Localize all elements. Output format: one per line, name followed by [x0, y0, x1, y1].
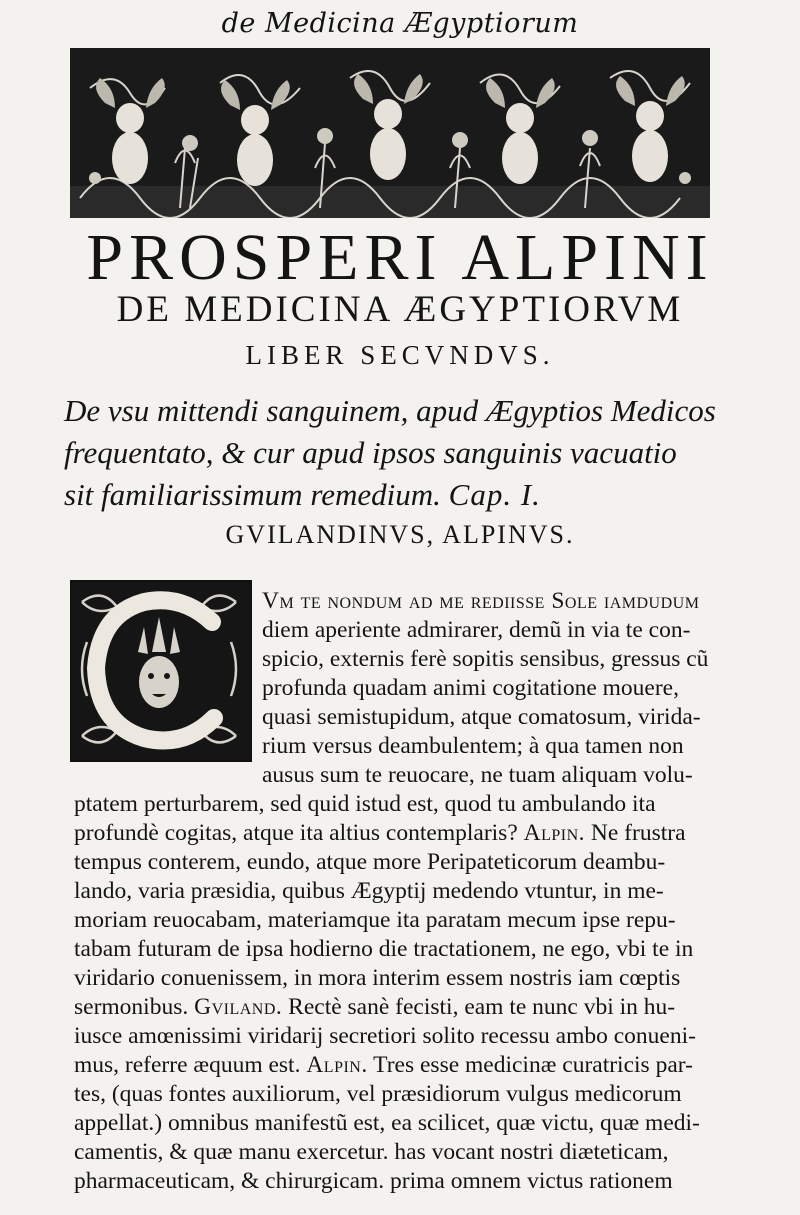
speaker-name: Gviland.: [194, 994, 283, 1020]
text-line: viridario conuenissem, in mora interim essem nostris iam cœptis: [74, 965, 681, 991]
text-line: lando, varia præsidia, quibus Ægyptij medendo vtuntur, in me-: [74, 878, 664, 904]
cherubs-foliage-woodcut-icon: [70, 48, 710, 218]
text-line: iusce amœnissimi viridarij secretiori solito recessu ambo conueni-: [74, 1023, 696, 1049]
text-line: spicio, externis ferè sopitis sensibus, gressus cũ: [262, 646, 709, 672]
text-line-content: mus, referre æquum est.: [74, 1052, 307, 1078]
text-line: tempus conterem, eundo, atque more Peripateticorum deambu-: [74, 849, 666, 875]
text-line: tes, (quas fontes auxiliorum, vel præsidiorum vulgus medicorum: [74, 1081, 682, 1107]
text-line: moriam reuocabam, materiamque ita paratam mecum ipse repu-: [74, 907, 676, 933]
text-line-content: profundè cogitas, atque ita altius contemplaris?: [74, 820, 524, 846]
text-line: profunda quadam animi cogitatione mouere,: [262, 675, 679, 701]
text-line: [74, 1051, 693, 1080]
text-line: ptatem perturbarem, sed quid istud est, quod tu ambulando ita: [74, 791, 656, 817]
text-line: quasi semistupidum, atque comatosum, virida-: [262, 704, 701, 730]
text-line-content: Rectè sanè fecisti, eam te nunc vbi in hu-: [282, 994, 676, 1020]
chapter-heading-text: sit familiarissimum remedium.: [64, 477, 441, 512]
title-author: PROSPERI ALPINI: [86, 221, 714, 294]
ornamental-initial-c-icon: [70, 580, 252, 762]
dialogue-speakers: GVILANDINVS, ALPINVS.: [225, 520, 575, 549]
speaker-name: Alpin.: [306, 1052, 368, 1078]
chapter-heading-line: De vsu mittendi sanguinem, apud Ægyptios Medicos: [64, 393, 716, 428]
chapter-heading-line: frequentato, & cur apud ipsos sanguinis vacuatio: [64, 435, 677, 470]
text-line: [74, 993, 675, 1022]
speaker-name: Alpin.: [523, 820, 586, 846]
text-line: pharmaceuticam, & chirurgicam. prima omnem victus rationem: [74, 1168, 673, 1194]
text-line: [262, 587, 699, 616]
title-book: LIBER SECVNDVS.: [245, 340, 555, 370]
text-line: appellat.) omnibus manifestũ est, ea scilicet, quæ victu, quæ medi-: [74, 1110, 700, 1136]
text-line-content: sermonibus.: [74, 994, 195, 1020]
text-line: [74, 819, 686, 848]
text-line: ausus sum te reuocare, ne tuam aliquam volu-: [262, 762, 693, 788]
text-line: tabam futuram de ipsa hodierno die tractationem, ne ego, vbi te in: [74, 936, 694, 962]
text-line: camentis, & quæ manu exercetur. has vocant nostri diæteticam,: [74, 1139, 669, 1165]
chapter-heading: [64, 390, 744, 516]
text-line-content: Ne frustra: [585, 820, 686, 846]
title-work: DE MEDICINA ÆGYPTIORVM: [116, 289, 684, 330]
text-line: rium versus deambulentem; à qua tamen non: [262, 733, 684, 759]
text-line: diem aperiente admirarer, demũ in via te con-: [262, 617, 691, 643]
chapter-heading-line: [64, 474, 744, 516]
chapter-number: Cap. I.: [448, 477, 541, 512]
running-head: de Medicina Ægyptiorum: [221, 8, 579, 39]
text-line-content: Vm te nondum ad me rediisse Sole iamdudum: [262, 588, 700, 614]
text-line-content: Tres esse medicinæ curatricis par-: [367, 1052, 693, 1078]
